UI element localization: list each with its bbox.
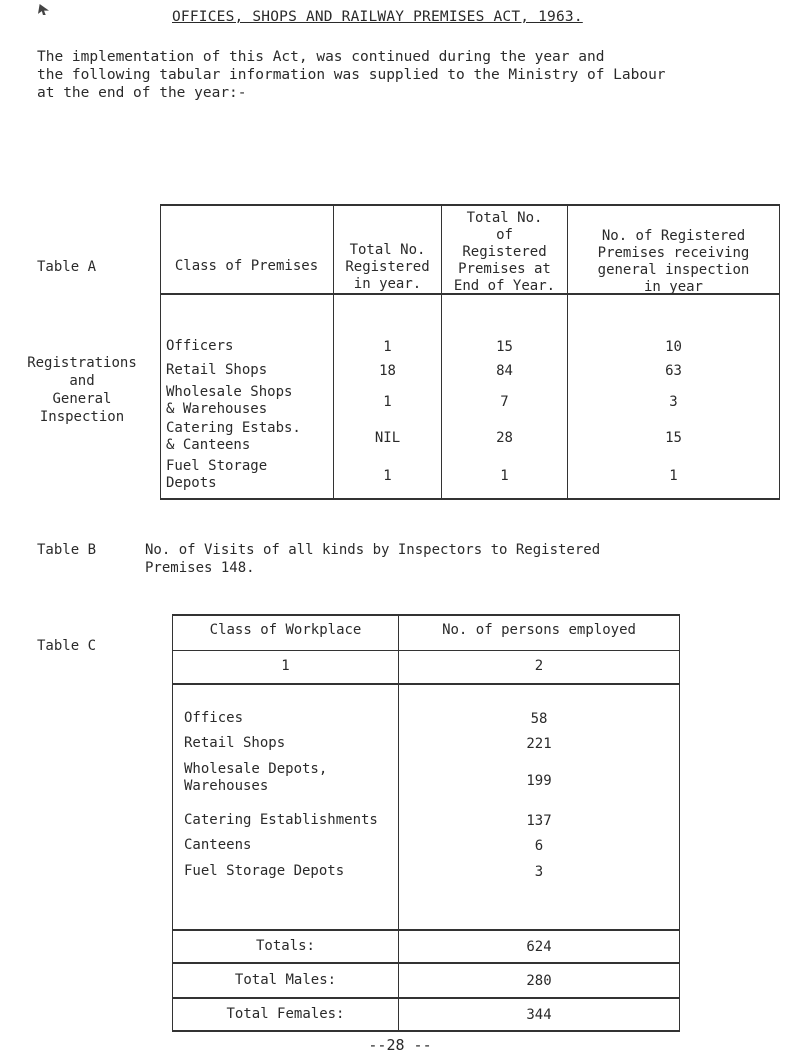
table-row-persons: 221	[526, 736, 552, 752]
table-b-label: Table B	[37, 542, 97, 558]
table-row-registered: 18	[379, 363, 396, 379]
intro-paragraph	[37, 48, 767, 102]
page-heading: OFFICES, SHOPS AND RAILWAY PREMISES ACT, 1963.	[172, 9, 583, 25]
table-row-workplace: Catering Establishments	[184, 812, 378, 828]
table-row-inspected: 10	[665, 339, 682, 355]
class-line: Depots	[166, 475, 217, 491]
totals-value: 624	[526, 939, 552, 955]
total-males-value: 280	[526, 973, 552, 989]
total-males-label: Total Males:	[234, 972, 337, 988]
table-row-persons: 58	[530, 711, 548, 727]
header-class-of-premises: Class of Premises	[174, 258, 319, 274]
table-row-persons: 199	[526, 773, 552, 789]
table-a-top-rule	[160, 204, 780, 206]
header-line: End of Year.	[453, 278, 556, 294]
workplace-line: Wholesale Depots,	[184, 761, 328, 777]
class-line: Wholesale Shops	[166, 384, 293, 400]
class-line: Fuel Storage	[166, 458, 268, 474]
table-a-bottom-rule	[160, 498, 780, 500]
table-row-registered: 1	[383, 339, 392, 355]
header-line: Registered	[462, 244, 547, 260]
table-row-registered: 1	[383, 468, 392, 484]
table-c-rule	[172, 997, 680, 999]
table-row-class	[166, 458, 267, 492]
class-line: Catering Estabs.	[166, 420, 301, 436]
header-line: Total No.	[349, 242, 426, 258]
header-inspected	[568, 228, 779, 296]
header-line: Total No.	[466, 210, 543, 226]
header-total-registered	[442, 210, 567, 295]
table-row-total: 15	[496, 339, 513, 355]
header-line: No. of Registered	[601, 228, 746, 244]
column-number: 2	[534, 658, 544, 674]
table-row-persons: 137	[526, 813, 552, 829]
table-a-right-rule	[779, 204, 780, 500]
table-a-left-rule	[160, 204, 161, 500]
header-registered-in-year	[334, 242, 441, 293]
class-line: & Warehouses	[166, 401, 268, 417]
header-class-of-workplace: Class of Workplace	[209, 622, 362, 638]
side-label-line: General	[52, 391, 112, 407]
workplace-line: Warehouses	[184, 778, 269, 794]
table-c-rule	[172, 962, 680, 964]
table-row-class: Officers	[166, 338, 234, 354]
class-line: & Canteens	[166, 437, 251, 453]
table-row-workplace	[184, 761, 327, 795]
table-row-class: Retail Shops	[166, 362, 268, 378]
header-line: Premises at	[458, 261, 551, 277]
table-row-workplace: Fuel Storage Depots	[184, 863, 345, 879]
table-c-rule	[172, 683, 680, 685]
intro-line: the following tabular information was supplied to the Ministry of Labour	[37, 67, 666, 83]
table-a-side-label	[3, 354, 161, 426]
table-row-inspected: 15	[665, 430, 682, 446]
table-c-left-rule	[172, 614, 173, 1032]
page-number: --28 --	[368, 1036, 432, 1054]
header-line: general inspection	[597, 262, 750, 278]
table-c-bottom-rule	[172, 1030, 680, 1032]
side-label-line: Inspection	[39, 409, 125, 425]
table-row-inspected: 3	[669, 394, 678, 410]
header-line: in year.	[353, 276, 422, 292]
header-line: Premises receiving	[597, 245, 750, 261]
table-row-class	[166, 420, 301, 454]
side-label-line: Registrations	[27, 355, 137, 371]
table-row-workplace: Retail Shops	[184, 735, 286, 751]
table-row-persons: 3	[534, 864, 544, 880]
total-females-value: 344	[526, 1007, 552, 1023]
table-row-registered: 1	[383, 394, 392, 410]
side-label-line: and	[69, 373, 95, 389]
table-c-rule	[172, 650, 680, 651]
intro-line: at the end of the year:-	[37, 85, 247, 101]
table-b-line: No. of Visits of all kinds by Inspectors to Registered	[145, 542, 601, 558]
table-row-total: 7	[500, 394, 509, 410]
header-line: Registered	[345, 259, 430, 275]
table-row-class	[166, 384, 292, 418]
table-c-label: Table C	[37, 638, 97, 654]
table-b-line: Premises 148.	[145, 560, 255, 576]
column-number: 1	[281, 658, 290, 674]
table-row-total: 28	[496, 430, 513, 446]
table-row-workplace: Offices	[184, 710, 244, 726]
table-row-inspected: 1	[669, 468, 678, 484]
table-c-right-rule	[679, 614, 680, 1032]
total-females-label: Total Females:	[226, 1006, 345, 1022]
header-line: in year	[643, 279, 703, 295]
table-row-inspected: 63	[665, 363, 682, 379]
table-c-rule	[172, 929, 680, 931]
header-persons-employed: No. of persons employed	[442, 622, 636, 638]
header-line: of	[496, 227, 513, 243]
corner-mark-icon	[38, 4, 49, 15]
table-a-label: Table A	[37, 259, 97, 275]
table-row-registered: NIL	[374, 430, 401, 446]
table-row-workplace: Canteens	[184, 837, 252, 853]
table-row-total: 1	[500, 468, 509, 484]
table-row-persons: 6	[534, 838, 544, 854]
intro-line: The implementation of this Act, was continued during the year and	[37, 49, 605, 65]
table-c-top-rule	[172, 614, 680, 616]
table-row-total: 84	[496, 363, 513, 379]
table-b-text	[145, 541, 600, 577]
totals-label: Totals:	[255, 938, 315, 954]
